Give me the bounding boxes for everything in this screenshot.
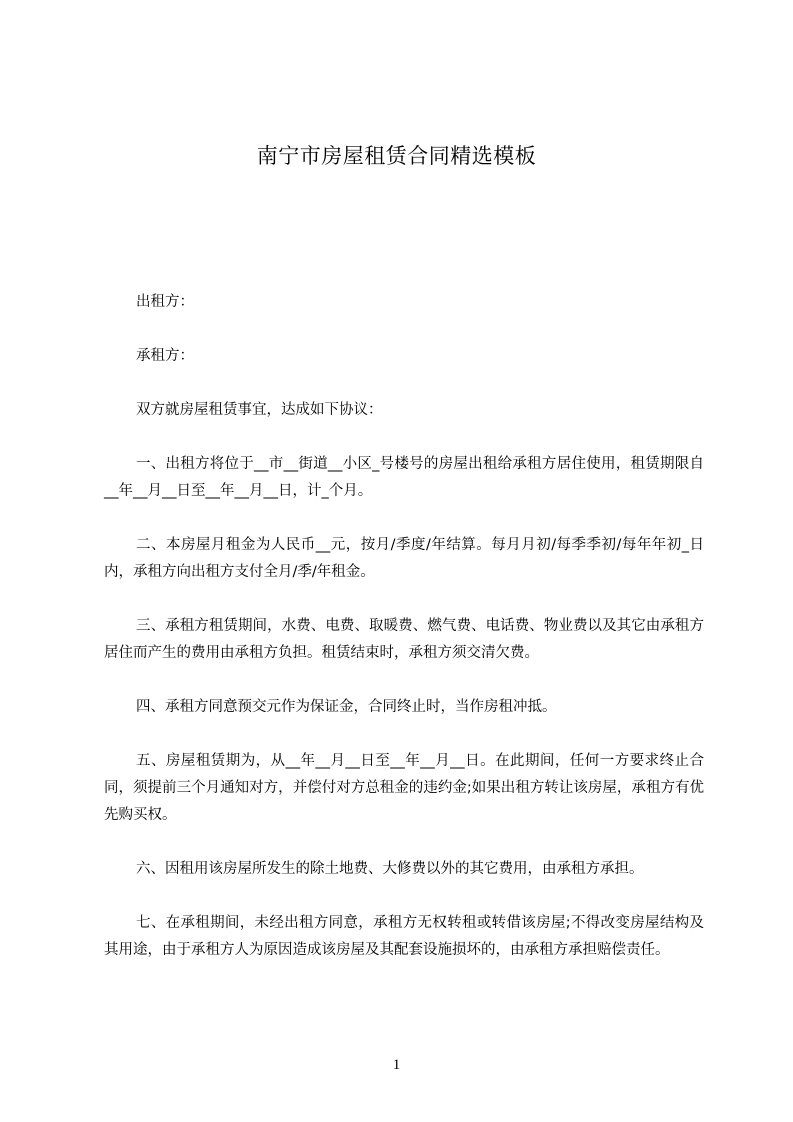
clause-2: 二、本房屋月租金为人民币__元，按月/季度/年结算。每月月初/每季季初/每年年初_日内，承租方向出租方支付全月/季/年租金。 <box>104 537 704 580</box>
clause-6: 六、因租用该房屋所发生的除土地费、大修费以外的其它费用，由承租方承担。 <box>136 861 644 877</box>
clause-4: 四、承租方同意预交元作为保证金，合同终止时，当作房租冲抵。 <box>136 699 557 715</box>
lessor-line: 出租方： <box>136 294 194 310</box>
agreement-intro: 双方就房屋租赁事宜，达成如下协议： <box>136 402 383 418</box>
document-body <box>104 289 704 991</box>
lessee-line: 承租方： <box>136 348 194 364</box>
document-title: 南宁市房屋租赁合同精选模板 <box>256 144 537 168</box>
clause-3: 三、承租方租赁期间，水费、电费、取暖费、燃气费、电话费、物业费以及其它由承租方居住而产生的费用由承租方负担。租赁结束时，承租方须交清欠费。 <box>104 618 704 661</box>
clause-5: 五、房屋租赁期为，从__年__月__日至__年__月__日。在此期间，任何一方要求终止合同，须提前三个月通知对方，并偿付对方总租金的违约金;如果出租方转让该房屋，承租方有优先购买权。 <box>104 753 704 823</box>
clause-1: 一、出租方将位于__市__街道__小区_号楼号的房屋出租给承租方居住使用，租赁期限自__年__月__日至__年__月__日，计_个月。 <box>104 456 704 499</box>
clause-7: 七、在承租期间，未经出租方同意，承租方无权转租或转借该房屋;不得改变房屋结构及其用途，由于承租方人为原因造成该房屋及其配套设施损坏的，由承租方承担赔偿责任。 <box>104 915 704 958</box>
page-number: 1 <box>392 1057 401 1073</box>
